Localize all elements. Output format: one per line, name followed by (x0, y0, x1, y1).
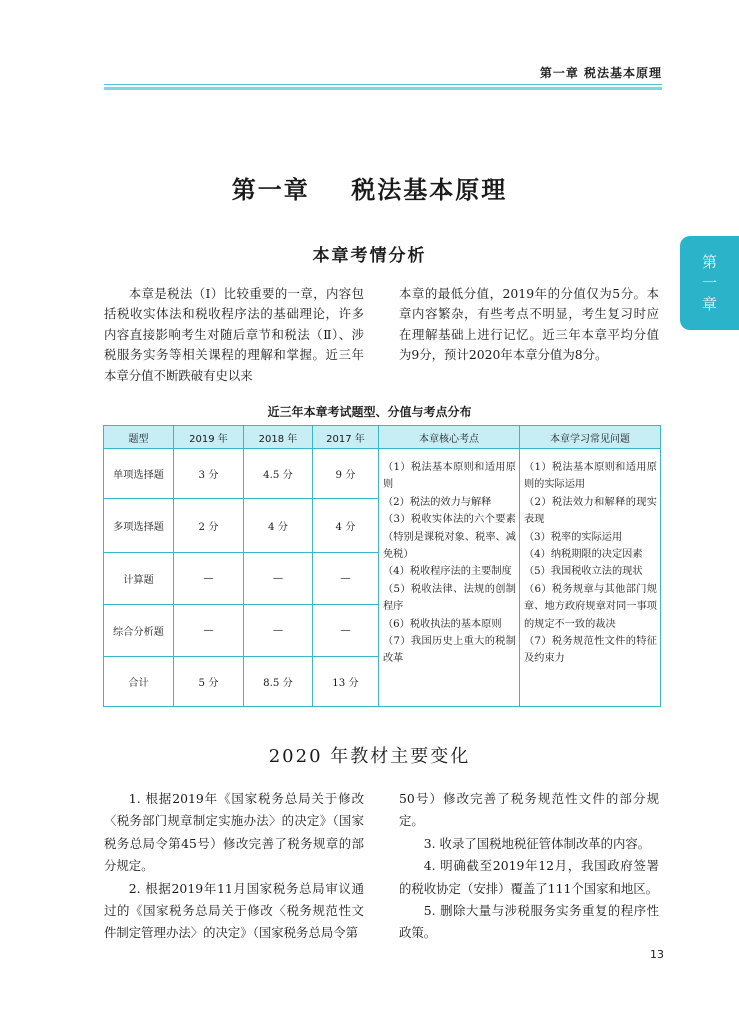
common-issue-item: （2）税法效力和解释的现实表现 (524, 496, 657, 526)
header-cell: 题型 (104, 426, 174, 449)
type-cell: 多项选择题 (104, 499, 174, 553)
score-cell: 9 分 (313, 449, 379, 499)
type-cell: 单项选择题 (104, 449, 174, 499)
common-issue-item: （3）税率的实际运用 (524, 531, 623, 543)
common-issues-cell (520, 449, 661, 707)
table-header-row (104, 426, 661, 449)
common-issue-item: （6）税务规章与其他部门规章、地方政府规章对同一事项的规定不一致的裁决 (524, 583, 657, 630)
score-cell: 4.5 分 (244, 449, 313, 499)
score-cell: 8.5 分 (244, 657, 313, 707)
analysis-paragraph-left: 本章是税法（Ⅰ）比较重要的一章，内容包括税收实体法和税收程序法的基础理论，许多内容直接影响考生对随后章节和税法（Ⅱ）、涉税服务实务等相关课程的理解和掌握。近三年本章分值不断跌破有史以来 (104, 286, 364, 383)
score-cell: 2 分 (174, 499, 244, 553)
score-cell: — (174, 605, 244, 657)
score-cell: — (313, 553, 379, 605)
core-points-cell (379, 449, 520, 707)
type-cell: 合计 (104, 657, 174, 707)
core-point-item: （7）我国历史上重大的税制改革 (383, 636, 516, 665)
core-point-item: （1）税法基本原则和适用原则 (383, 462, 516, 491)
exam-distribution-table-wrap (103, 425, 660, 705)
score-cell: — (244, 605, 313, 657)
header-cell: 2018 年 (244, 426, 313, 449)
change-item-continuation: 50号）修改完善了税务规范性文件的部分规定。 (399, 791, 659, 829)
common-issue-item: （7）税务规范性文件的特征及约束力 (524, 636, 657, 665)
header-cell: 本章核心考点 (379, 426, 520, 449)
change-item: 4. 明确截至2019年12月，我国政府签署的税收协定（安排）覆盖了111个国家和地区。 (399, 858, 659, 896)
analysis-paragraph-right: 本章的最低分值，2019年的分值仅为5分。本章内容繁杂，有些考点不明显，考生复习时应在理解基础上进行记忆。近三年本章平均分值为9分，预计2020年本章分值为8分。 (399, 286, 659, 363)
table-row (104, 449, 661, 499)
core-point-item: （6）税收执法的基本原则 (383, 618, 502, 630)
common-issue-item: （4）纳税期限的决定因素 (524, 549, 643, 561)
changes-left-column (104, 788, 364, 945)
score-cell: — (313, 605, 379, 657)
core-point-item: （2）税法的效力与解释 (383, 496, 492, 508)
score-cell: — (244, 553, 313, 605)
score-cell: 3 分 (174, 449, 244, 499)
change-item: 3. 收录了国税地税征管体制改革的内容。 (423, 835, 651, 851)
page-number: 13 (650, 948, 664, 961)
analysis-section-title: 本章考情分析 (312, 246, 427, 266)
score-cell: — (174, 553, 244, 605)
side-tab-char: 一 (701, 273, 717, 292)
header-cell: 本章学习常见问题 (520, 426, 661, 449)
side-tab-char: 第 (701, 252, 717, 271)
core-point-item: （4）税收程序法的主要制度 (383, 566, 512, 578)
change-item: 1. 根据2019年《国家税务总局关于修改〈税务部门规章制定实施办法〉的决定》（国家税务总局令第45号）修改完善了税务规章的部分规定。 (104, 791, 364, 874)
analysis-right-column (399, 284, 659, 366)
common-issue-item: （5）我国税收立法的现状 (524, 566, 643, 578)
change-item: 5. 删除大量与涉税服务实务重复的程序性政策。 (399, 903, 659, 941)
header-cell: 2019 年 (174, 426, 244, 449)
type-cell: 综合分析题 (104, 605, 174, 657)
side-tab-char: 章 (701, 294, 717, 313)
changes-section-title: 2020 年教材主要变化 (268, 746, 471, 767)
running-header: 第一章 税法基本原理 (539, 66, 662, 80)
score-cell: 4 分 (244, 499, 313, 553)
header-rule-accent (104, 87, 662, 90)
table-caption: 近三年本章考试题型、分值与考点分布 (267, 405, 472, 419)
score-cell: 13 分 (313, 657, 379, 707)
changes-right-column (399, 788, 659, 945)
header-rule (104, 84, 662, 85)
score-cell: 5 分 (174, 657, 244, 707)
change-item: 2. 根据2019年11月国家税务总局审议通过的《国家税务总局关于修改〈税务规范性文件制定管理办法〉的决定》（国家税务总局令第 (104, 880, 364, 941)
core-point-item: （5）税收法律、法规的创制程序 (383, 583, 516, 613)
core-point-item: （3）税收实体法的六个要素（特别是课税对象、税率、减免税） (383, 514, 516, 561)
header-cell: 2017 年 (313, 426, 379, 449)
exam-distribution-table (103, 425, 661, 707)
common-issue-item: （1）税法基本原则和适用原则的实际运用 (524, 462, 657, 491)
type-cell: 计算题 (104, 553, 174, 605)
chapter-title: 第一章 税法基本原理 (231, 175, 508, 204)
analysis-left-column (104, 284, 364, 386)
score-cell: 4 分 (313, 499, 379, 553)
